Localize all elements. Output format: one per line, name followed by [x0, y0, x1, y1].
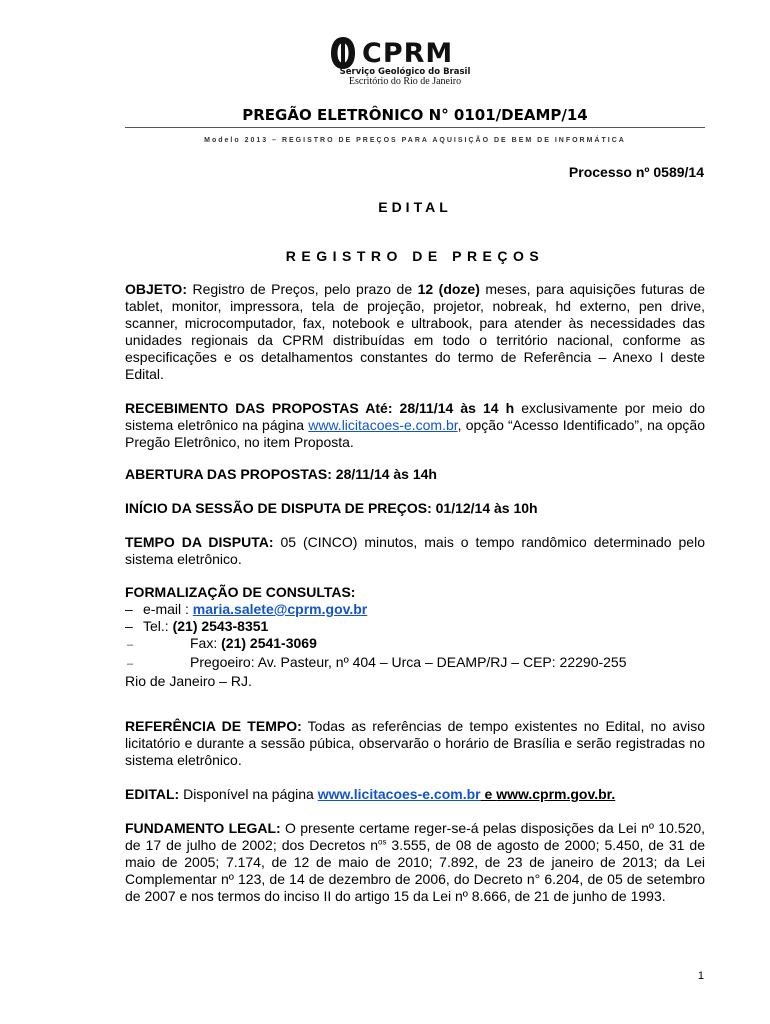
referencia-text: Todas as referências de tempo existentes no Edital, no aviso licitatório e durante a sessão púbica, observarão o horário de Brasília e serão registradas no sistema eletrônico.	[125, 718, 706, 768]
tel-label: Tel.:	[143, 618, 173, 634]
pregoeiro-line	[125, 654, 705, 673]
registro-heading: REGISTRO DE PREÇOS	[285, 248, 545, 264]
objeto-text-1: Registro de Preços, pelo prazo de	[186, 281, 418, 297]
pregoeiro-city: Rio de Janeiro – RJ.	[125, 673, 252, 689]
cprm-emblem-icon	[330, 36, 356, 70]
licitacoes-link[interactable]: www.licitacoes-e.com.br	[308, 417, 458, 433]
tel-dash: –	[125, 618, 133, 634]
title-divider	[125, 127, 705, 128]
consultas-section	[125, 584, 705, 690]
fax-dash: –	[127, 639, 134, 651]
objeto-paragraph	[125, 281, 705, 383]
tempo-disputa-text: 05 (CINCO) minutos, mais o tempo randômico determinado pelo sistema eletrônico.	[125, 534, 705, 567]
fax-number: (21) 2541-3069	[221, 635, 317, 651]
objeto-label: OBJETO:	[125, 281, 187, 297]
recebimento-paragraph	[125, 400, 705, 451]
fundamento-label: FUNDAMENTO LEGAL:	[125, 820, 281, 836]
tempo-disputa-section	[125, 534, 705, 568]
edital-text: Disponível na página	[179, 786, 318, 802]
fax-label: Fax:	[190, 635, 222, 651]
edital-and: e	[480, 786, 497, 802]
referencia-section	[125, 718, 705, 769]
fundamento-paragraph	[125, 820, 705, 905]
logo-wordmark: CPRM	[362, 38, 454, 69]
licitacoes-link-2[interactable]: www.licitacoes-e.com.br	[317, 786, 481, 802]
page-number: 1	[697, 970, 704, 982]
edital-label: EDITAL:	[125, 786, 180, 802]
process-number: Processo nº 0589/14	[568, 164, 704, 180]
fundamento-text-2: 3.555, de 08 de agosto de 2000; 5.450, de 31 de maio de 2005; 7.174, de 12 de maio de 2010; 7.892, de 23 de janeiro de 2013; da Lei Complementar nº 123, de 14 de dezembro de 2006, do Decreto n° 6.204, de 05 de setembro de 2007 e nos termos do inciso II do artigo 15 da Lei nº 8.666, de 21 de junho de 1993.	[125, 837, 705, 904]
edital-disponivel-paragraph	[125, 786, 705, 803]
pregoeiro-dash: –	[127, 658, 134, 670]
recebimento-label: RECEBIMENTO DAS PROPOSTAS Até: 28/11/14 às 14 h	[125, 400, 515, 416]
referencia-paragraph	[125, 718, 705, 769]
abertura-line: ABERTURA DAS PROPOSTAS: 28/11/14 às 14h	[125, 466, 437, 482]
tel-number: (21) 2543-8351	[172, 618, 269, 634]
email-label: e-mail :	[143, 601, 193, 617]
tempo-disputa-label: TEMPO DA DISPUTA:	[125, 534, 274, 550]
objeto-text-2: meses, para aquisições futuras de tablet, monitor, impressora, tela de projeção, projetor, nobreak, hd externo, pen drive, scanner, microcomputador, fax, notebook e ultrabook, para atender às necessidades das unidades regionais da CPRM distribuídas em todo o território nacional, conforme as especificações e os detalhamentos constantes do termo de Referência – Anexo I deste Edital.	[125, 281, 705, 382]
pregoeiro-label: Pregoeiro:	[190, 654, 255, 670]
objeto-prazo: 12 (doze)	[417, 281, 480, 297]
cprm-link[interactable]: www.cprm.gov.br.	[496, 786, 616, 802]
edital-heading: EDITAL	[378, 199, 452, 215]
tel-line	[125, 618, 705, 635]
fundamento-section	[125, 820, 705, 905]
recebimento-section	[125, 400, 705, 451]
document-title: PREGÃO ELETRÔNICO N° 0101/DEAMP/14	[242, 106, 588, 124]
fundamento-text-1: O presente certame reger-se-á pelas disposições da Lei nº 10.520, de 17 de julho de 2002; dos Decretos n	[125, 820, 705, 853]
objeto-section	[125, 281, 705, 383]
fundamento-superscript: os	[378, 837, 387, 847]
document-subtitle: Modelo 2013 – REGISTRO DE PREÇOS PARA AQUISIÇÃO DE BEM DE INFORMÁTICA	[204, 137, 626, 144]
pregoeiro-address: Av. Pasteur, nº 404 – Urca – DEAMP/RJ – CEP: 22290-255	[254, 654, 627, 670]
consultas-label: FORMALIZAÇÃO DE CONSULTAS:	[125, 584, 356, 600]
referencia-label: REFERÊNCIA DE TEMPO:	[125, 718, 302, 734]
recebimento-text-1: exclusivamente por meio do sistema eletrônico na página	[125, 400, 706, 433]
email-link[interactable]: maria.salete@cprm.gov.br	[192, 601, 368, 617]
logo-subtitle: Serviço Geológico do Brasil	[339, 67, 471, 77]
fax-line	[125, 635, 705, 654]
inicio-line: INÍCIO DA SESSÃO DE DISPUTA DE PREÇOS: 01/12/14 às 10h	[125, 500, 538, 516]
recebimento-text-2: , opção “Acesso Identificado”, na opção Pregão Eletrônico, no item Proposta.	[125, 417, 705, 450]
tempo-disputa-paragraph	[125, 534, 705, 568]
email-line	[125, 601, 705, 618]
office-name: Escritório do Rio de Janeiro	[348, 76, 462, 87]
email-dash: –	[125, 601, 133, 617]
edital-disponivel-section	[125, 786, 705, 803]
